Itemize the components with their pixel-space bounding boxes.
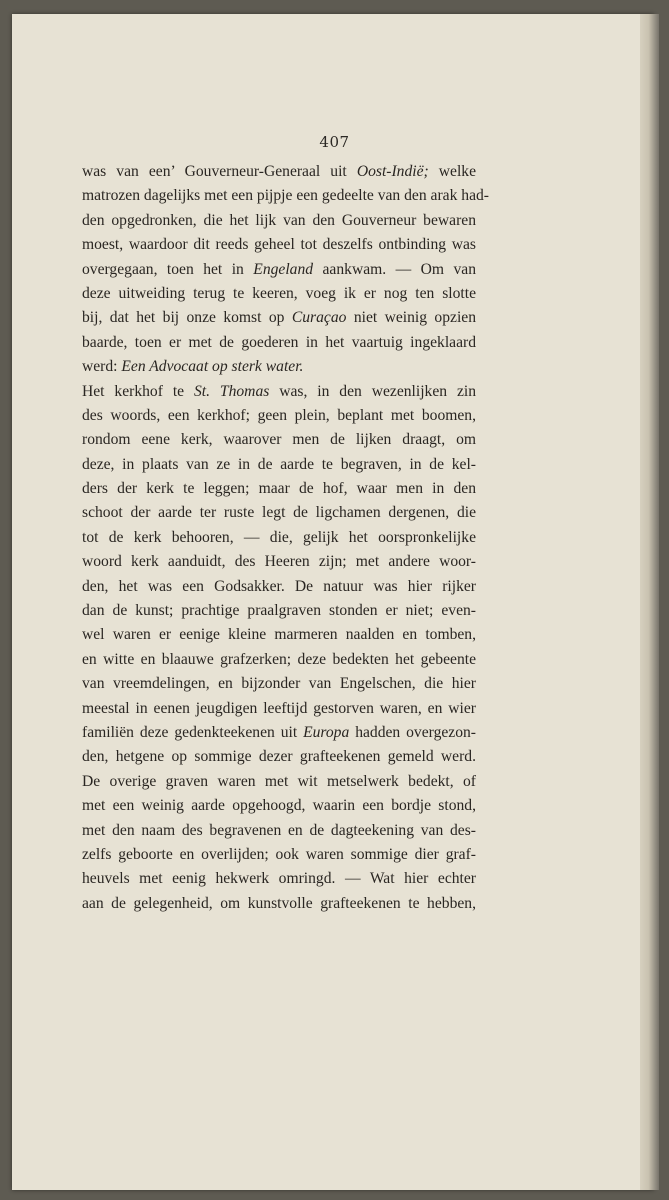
text-segment: den opgedronken, die het lijk van den Gouverneur bewaren — [82, 211, 476, 229]
text-line — [82, 770, 476, 794]
page-edge — [640, 14, 659, 1190]
text-segment: aan de gelegenheid, om kunstvolle grafteekenen te hebben, — [82, 894, 476, 912]
text-segment: matrozen dagelijks met een pijpje een gedeelte van den arak had- — [82, 187, 489, 205]
text-segment: met een weinig aarde opgehoogd, waarin een bordje stond, — [82, 797, 476, 815]
text-line — [82, 745, 476, 769]
text-segment: meestal in eenen jeugdigen leeftijd gestorven waren, en wier — [82, 699, 476, 717]
italic-text: St. Thomas — [193, 382, 270, 400]
text-segment: welke — [428, 163, 476, 180]
text-line — [82, 672, 476, 696]
text-segment: niet weinig opzien — [346, 309, 476, 327]
text-segment: overgegaan, toen het in — [82, 260, 254, 278]
text-line — [82, 258, 476, 282]
text-segment: moest, waardoor dit reeds geheel tot deszelfs ontbinding was — [82, 236, 476, 254]
text-line — [82, 306, 476, 330]
text-segment: den, hetgene op sommige dezer grafteekenen gemeld werd. — [82, 748, 476, 766]
text-segment: was van een’ Gouverneur-Generaal uit — [82, 163, 357, 180]
text-line — [82, 550, 476, 574]
text-segment: wel waren er eenige kleine marmeren naalden en tomben, — [82, 626, 476, 644]
page-number: 407 — [319, 133, 350, 151]
text-segment: en witte en blaauwe grafzerken; deze bedekten het gebeente — [82, 650, 476, 668]
text-line — [82, 794, 476, 818]
text-line — [82, 355, 476, 379]
text-segment: familiën deze gedenkteekenen uit — [82, 723, 304, 741]
text-segment: woord kerk aanduidt, des Heeren zijn; met andere woor- — [82, 553, 476, 571]
body-text — [82, 160, 489, 916]
text-line — [82, 623, 476, 647]
text-segment: hadden overgezon- — [349, 723, 476, 741]
text-line — [82, 867, 476, 891]
text-segment: rondom eene kerk, waarover men de lijken draagt, om — [82, 431, 476, 449]
italic-text: Europa — [303, 723, 350, 741]
text-segment: dan de kunst; prachtige praalgraven stonden er niet; even- — [82, 602, 476, 620]
text-line — [82, 648, 476, 672]
italic-text: Een Advocaat op sterk water. — [121, 358, 304, 376]
text-segment: bij, dat het bij onze komst op — [82, 309, 292, 327]
text-segment: Het kerkhof te — [82, 382, 194, 400]
text-line — [82, 331, 476, 355]
text-line — [82, 819, 476, 843]
text-segment: des woords, een kerkhof; geen plein, beplant met boomen, — [82, 406, 476, 424]
text-segment: baarde, toen er met de goederen in het vaartuig ingeklaard — [82, 333, 476, 351]
text-segment: tot de kerk behooren, — die, gelijk het oorspronkelijke — [82, 528, 476, 546]
italic-text: Oost-Indië; — [356, 163, 429, 180]
text-line — [82, 721, 476, 745]
text-segment: aankwam. — Om van — [313, 260, 476, 278]
text-segment: deze, in plaats van ze in de aarde te begraven, in de kel- — [82, 455, 476, 473]
text-segment: heuvels met eenig hekwerk omringd. — Wat hier echter — [82, 870, 476, 888]
text-segment: schoot der aarde ter ruste legt de ligchamen dergenen, die — [82, 504, 476, 522]
text-line — [82, 501, 476, 525]
text-line — [82, 428, 476, 452]
text-segment: De overige graven waren met wit metselwerk bedekt, of — [82, 772, 476, 790]
text-line — [82, 282, 476, 306]
text-segment: den, het was een Godsakker. De natuur was hier rijker — [82, 577, 476, 595]
text-segment: was, in den wezenlijken zin — [269, 382, 477, 400]
text-segment: zelfs geboorte en overlijden; ook waren sommige dier graf- — [82, 845, 476, 863]
text-line — [82, 843, 476, 867]
text-line — [82, 160, 476, 184]
italic-text: Curaçao — [291, 309, 347, 327]
text-segment: met den naam des begravenen en de dagteekening van des- — [82, 821, 476, 839]
text-segment: ders der kerk te leggen; maar de hof, waar men in den — [82, 480, 476, 498]
text-line — [82, 453, 476, 477]
text-line — [82, 526, 476, 550]
text-line — [82, 599, 476, 623]
text-line — [82, 184, 489, 208]
text-line — [82, 404, 476, 428]
text-line — [82, 892, 476, 916]
text-segment: deze uitweiding terug te keeren, voeg ik er nog ten slotte — [82, 284, 476, 302]
text-line — [82, 575, 476, 599]
text-line — [82, 477, 476, 501]
text-line — [82, 380, 476, 404]
text-line — [82, 233, 476, 257]
text-segment: werd: — [82, 358, 122, 376]
italic-text: Engeland — [253, 260, 314, 278]
text-line — [82, 697, 476, 721]
text-segment: van vreemdelingen, en bijzonder van Engelschen, die hier — [82, 675, 476, 693]
text-line — [82, 209, 476, 233]
